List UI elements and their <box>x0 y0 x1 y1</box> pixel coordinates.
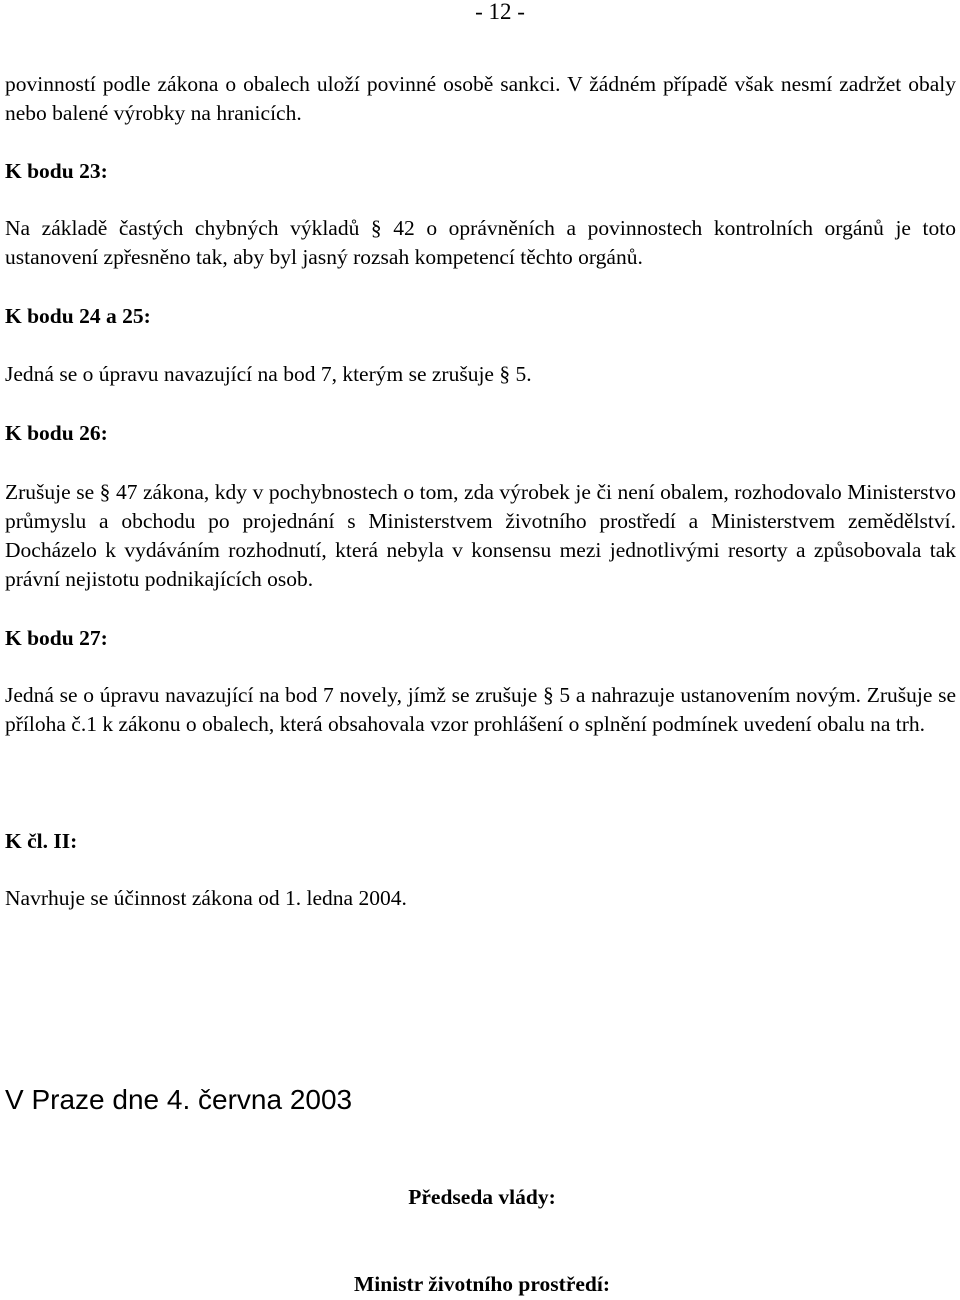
signature-environment-minister-label: Ministr životního prostředí: <box>353 1272 610 1296</box>
paragraph-bod-23: Na základě častých chybných výkladů § 42 o oprávněních a povinnostech kontrolních orgánů je toto ustanovení zpřesněno tak, aby byl jasný rozsah kompetencí těchto orgánů. <box>5 216 956 269</box>
paragraph-bod-24-25: Jedná se o úpravu navazující na bod 7, kterým se zrušuje § 5. <box>5 362 532 386</box>
paragraph-clanek-2: Navrhuje se účinnost zákona od 1. ledna 2004. <box>5 886 407 910</box>
heading-bod-23: K bodu 23: <box>5 159 108 183</box>
signature-prime-minister-label: Předseda vlády: <box>408 1185 556 1209</box>
page-number <box>0 0 960 26</box>
heading-bod-26: K bodu 26: <box>5 421 108 445</box>
paragraph-bod-26: Zrušuje se § 47 zákona, kdy v pochybnostech o tom, zda výrobek je či není obalem, rozhodovalo Ministerstvo průmyslu a obchodu po projednání s Ministerstvem životního prostředí a Ministerstvem zemědělství. Docházelo k vydáváním rozhodnutí, která nebyla v konsensu mezi jednotlivými resorty a způsobovala tak právní nejistotu podnikajících osob. <box>5 480 956 591</box>
paragraph-intro: povinností podle zákona o obalech uloží povinné osobě sankci. V žádném případě však nesmí zadržet obaly nebo balené výrobky na hranicích. <box>5 72 956 125</box>
date-line: V Praze dne 4. června 2003 <box>5 1084 353 1115</box>
paragraph-bod-27: Jedná se o úpravu navazující na bod 7 novely, jímž se zrušuje § 5 a nahrazuje ustanovením novým. Zrušuje se příloha č.1 k zákonu o obalech, která obsahovala vzor prohlášení o splnění podmínek uvedení obalu na trh. <box>5 683 956 736</box>
signature-environment-minister <box>0 1270 960 1299</box>
heading-clanek-2: K čl. II: <box>5 829 78 853</box>
heading-bod-24-25: K bodu 24 a 25: <box>5 304 151 328</box>
signature-prime-minister <box>0 1183 960 1212</box>
page-number-text: - 12 - <box>475 0 525 24</box>
heading-bod-27: K bodu 27: <box>5 626 108 650</box>
